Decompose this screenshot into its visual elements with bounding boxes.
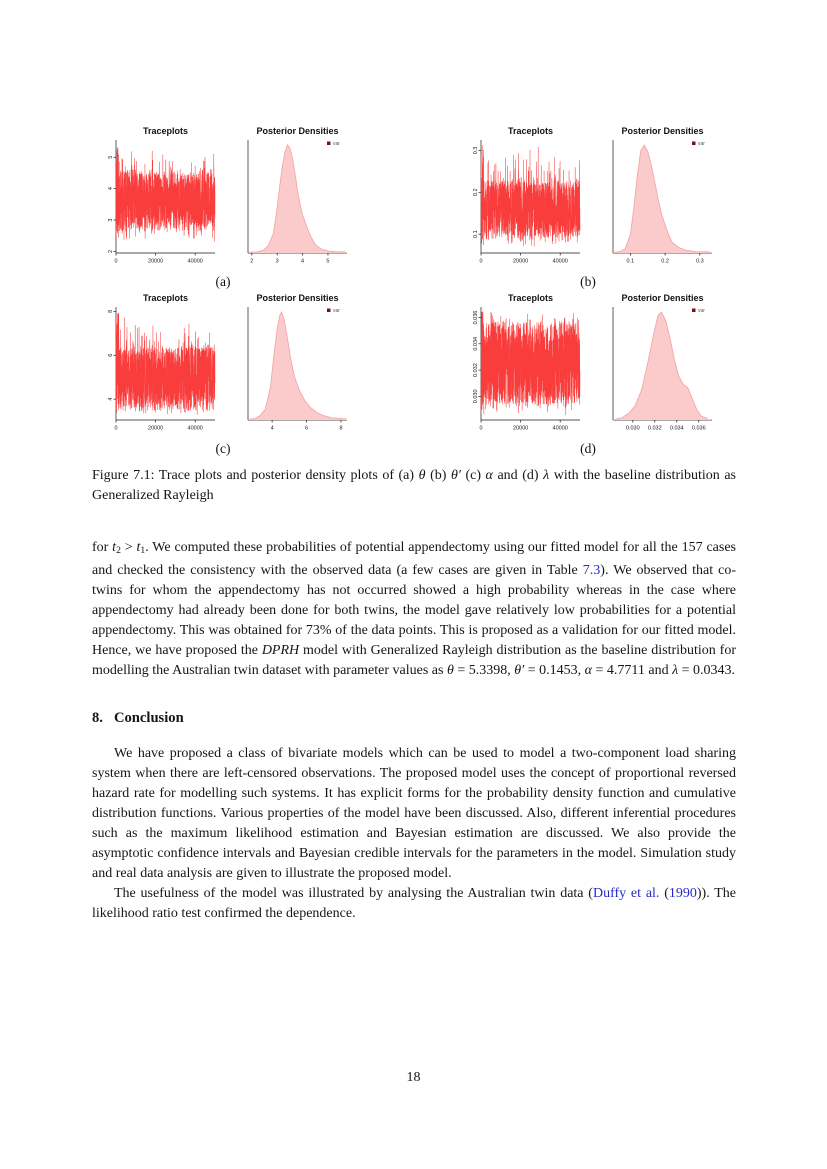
text-segment: = 0.1453, (524, 663, 585, 679)
text-segment: α (584, 663, 592, 679)
y-tick-label: 6 (108, 353, 114, 357)
section-number: 8. (92, 710, 103, 727)
x-tick-label: 40000 (187, 258, 203, 265)
legend-label: var (333, 308, 340, 314)
trace-line (481, 145, 580, 246)
plot-title: Posterior Densities (621, 126, 704, 136)
figure-7-1 (0, 0, 827, 470)
text-segment: for (92, 540, 113, 555)
text-segment: λ (543, 468, 550, 483)
x-tick-label: 0.030 (625, 425, 640, 432)
citation-link[interactable]: 7.3 (582, 563, 601, 579)
y-tick-label: 0.030 (473, 389, 479, 404)
x-tick-label: 8 (339, 425, 343, 432)
plot-title: Traceplots (507, 126, 554, 136)
text-segment: α (485, 468, 493, 483)
x-tick-label: 20000 (147, 425, 164, 432)
x-tick-label: 20000 (147, 258, 164, 265)
y-tick-label: 0.3 (473, 146, 479, 155)
y-tick-label: 3 (108, 218, 114, 222)
text-segment: DPRH (261, 643, 300, 659)
text-segment: ). We observed that co-twins for whom the appendectomy has not occurred showed a high probability whereas in the case where appendectomy had already been done for both twins, the model gave relatively low probabilities for a potential appendectomy. This was obtained for 73% of the data points. This is proposed as a validation for our fitted model. Hence, we have proposed the (92, 563, 737, 659)
y-tick-label: 0.036 (473, 310, 479, 325)
page-number: 18 (406, 1070, 421, 1085)
x-tick-label: 40000 (552, 425, 568, 432)
plot-title: Posterior Densities (256, 126, 339, 136)
x-tick-label: 0.1 (626, 258, 635, 265)
text-segment: = 5.3398, (453, 663, 515, 679)
density-area (248, 145, 347, 253)
text-segment: t (136, 540, 141, 555)
figure-panel-d (460, 292, 716, 459)
legend-label: var (698, 141, 705, 147)
figure-panel-a (95, 125, 351, 292)
trace-line (116, 148, 215, 242)
density-plot-svg (592, 125, 714, 275)
text-segment: θ′ (450, 468, 461, 483)
citation-link[interactable]: 1990 (668, 886, 697, 902)
text-segment: θ′ (514, 663, 525, 679)
density-area (248, 312, 347, 420)
citation-link[interactable]: Duffy et al. (592, 886, 660, 902)
x-tick-label: 20000 (512, 258, 529, 265)
text-segment: 2 (116, 545, 121, 557)
traceplot-svg (460, 292, 582, 442)
legend-label: var (698, 308, 705, 314)
trace-line (116, 313, 215, 415)
text-segment: Figure 7.1: Trace plots and posterior density plots of (a) (92, 468, 419, 483)
traceplot-svg (95, 125, 217, 275)
figure-panel-b (460, 125, 716, 292)
panel-label: (d) (580, 441, 596, 456)
density-area (613, 145, 712, 253)
density-area (613, 312, 712, 420)
density-plot-svg (592, 292, 714, 442)
x-tick-label: 0 (114, 258, 118, 265)
x-tick-label: 40000 (552, 258, 568, 265)
x-tick-label: 0.2 (661, 258, 669, 265)
y-tick-label: 8 (108, 309, 114, 313)
traceplot-svg (460, 125, 582, 275)
density-plot-svg (227, 292, 349, 442)
text-segment: = 4.7711 and (591, 663, 673, 679)
section-title: Conclusion (113, 710, 184, 727)
x-tick-label: 5 (326, 258, 330, 265)
plot-title: Traceplots (142, 126, 189, 136)
y-tick-label: 0.034 (473, 336, 479, 351)
text-segment: We have proposed a class of bivariate models which can be used to model a two-component load sharing system when there are left-censored observations. The proposed model uses the concept of proportional reversed hazard rate for modelling such systems. It has explicit forms for the probability density function and cumulative distribution functions. Various properties of the model have been discussed. Also, different inferential procedures such as the maximum likelihood estimation and Bayesian estimation are discussed. We also provide the asymptotic confidence intervals and Bayesian credible intervals for the parameters in the model. Simulation study and real data analysis are given to illustrate the proposed model. (92, 746, 736, 882)
x-tick-label: 3 (275, 258, 279, 265)
legend-swatch (327, 309, 331, 313)
text-segment: t (112, 540, 117, 555)
x-tick-label: 4 (301, 258, 305, 265)
text-segment: )). The likelihood ratio test confirmed the dependence. (92, 886, 737, 922)
x-tick-label: 4 (270, 425, 274, 432)
y-tick-label: 0.1 (473, 230, 479, 238)
density-plot-svg (227, 125, 349, 275)
panel-label: (b) (580, 274, 596, 289)
text-segment: ( (659, 886, 669, 902)
trace-line (481, 312, 580, 415)
y-tick-label: 5 (108, 155, 114, 159)
figure-panel-c (95, 292, 351, 459)
x-tick-label: 0.036 (691, 425, 706, 432)
text-segment: (b) (425, 468, 451, 483)
x-tick-label: 6 (305, 425, 309, 432)
legend-swatch (692, 142, 696, 146)
plot-title: Traceplots (507, 293, 554, 303)
paragraph-conclusion-1 (92, 744, 736, 884)
y-tick-label: 2 (108, 249, 114, 253)
text-segment: λ (672, 663, 679, 679)
plot-title: Traceplots (142, 293, 189, 303)
x-tick-label: 0 (479, 258, 483, 265)
y-tick-label: 0.2 (473, 188, 479, 197)
text-segment: = 0.0343. (678, 663, 736, 679)
text-segment: θ (418, 468, 426, 483)
text-segment: and (d) (492, 468, 544, 483)
legend-swatch (692, 309, 696, 313)
text-segment: (c) (460, 468, 486, 483)
x-tick-label: 0 (114, 425, 118, 432)
text-segment: with the baseline distribution as Generalized Rayleigh (92, 468, 736, 503)
figure-caption (92, 466, 736, 506)
x-tick-label: 2 (250, 258, 254, 265)
text-segment: > (120, 540, 137, 555)
x-tick-label: 0.3 (696, 258, 704, 265)
panel-label: (c) (215, 441, 231, 456)
panel-label: (a) (215, 274, 231, 289)
x-tick-label: 0.032 (647, 425, 662, 432)
text-segment: The usefulness of the model was illustrated by analysing the Australian twin data ( (114, 886, 593, 902)
plot-title: Posterior Densities (256, 293, 339, 303)
text-segment: model with Generalized Rayleigh distribution as the baseline distribution for modelling the Australian twin dataset with parameter values as (92, 643, 737, 679)
text-segment: θ (446, 663, 454, 679)
legend-label: var (333, 141, 340, 147)
paragraph-conclusion-2 (92, 884, 736, 924)
x-tick-label: 40000 (187, 425, 203, 432)
text-segment: 1 (140, 545, 146, 557)
x-tick-label: 20000 (512, 425, 529, 432)
y-tick-label: 4 (108, 397, 114, 401)
traceplot-svg (95, 292, 217, 442)
section-heading-conclusion (92, 708, 736, 728)
paragraph-appendectomy (92, 538, 736, 681)
plot-title: Posterior Densities (621, 293, 704, 303)
x-tick-label: 0.034 (669, 425, 684, 432)
y-tick-label: 0.032 (473, 363, 479, 377)
text-segment: . We computed these probabilities of potential appendectomy using our fitted model for all the 157 cases and checked the consistency with the observed data (a few cases are given in Table (92, 540, 736, 579)
legend-swatch (327, 142, 331, 146)
x-tick-label: 0 (479, 425, 483, 432)
body-text (92, 538, 736, 924)
y-tick-label: 4 (108, 187, 114, 191)
